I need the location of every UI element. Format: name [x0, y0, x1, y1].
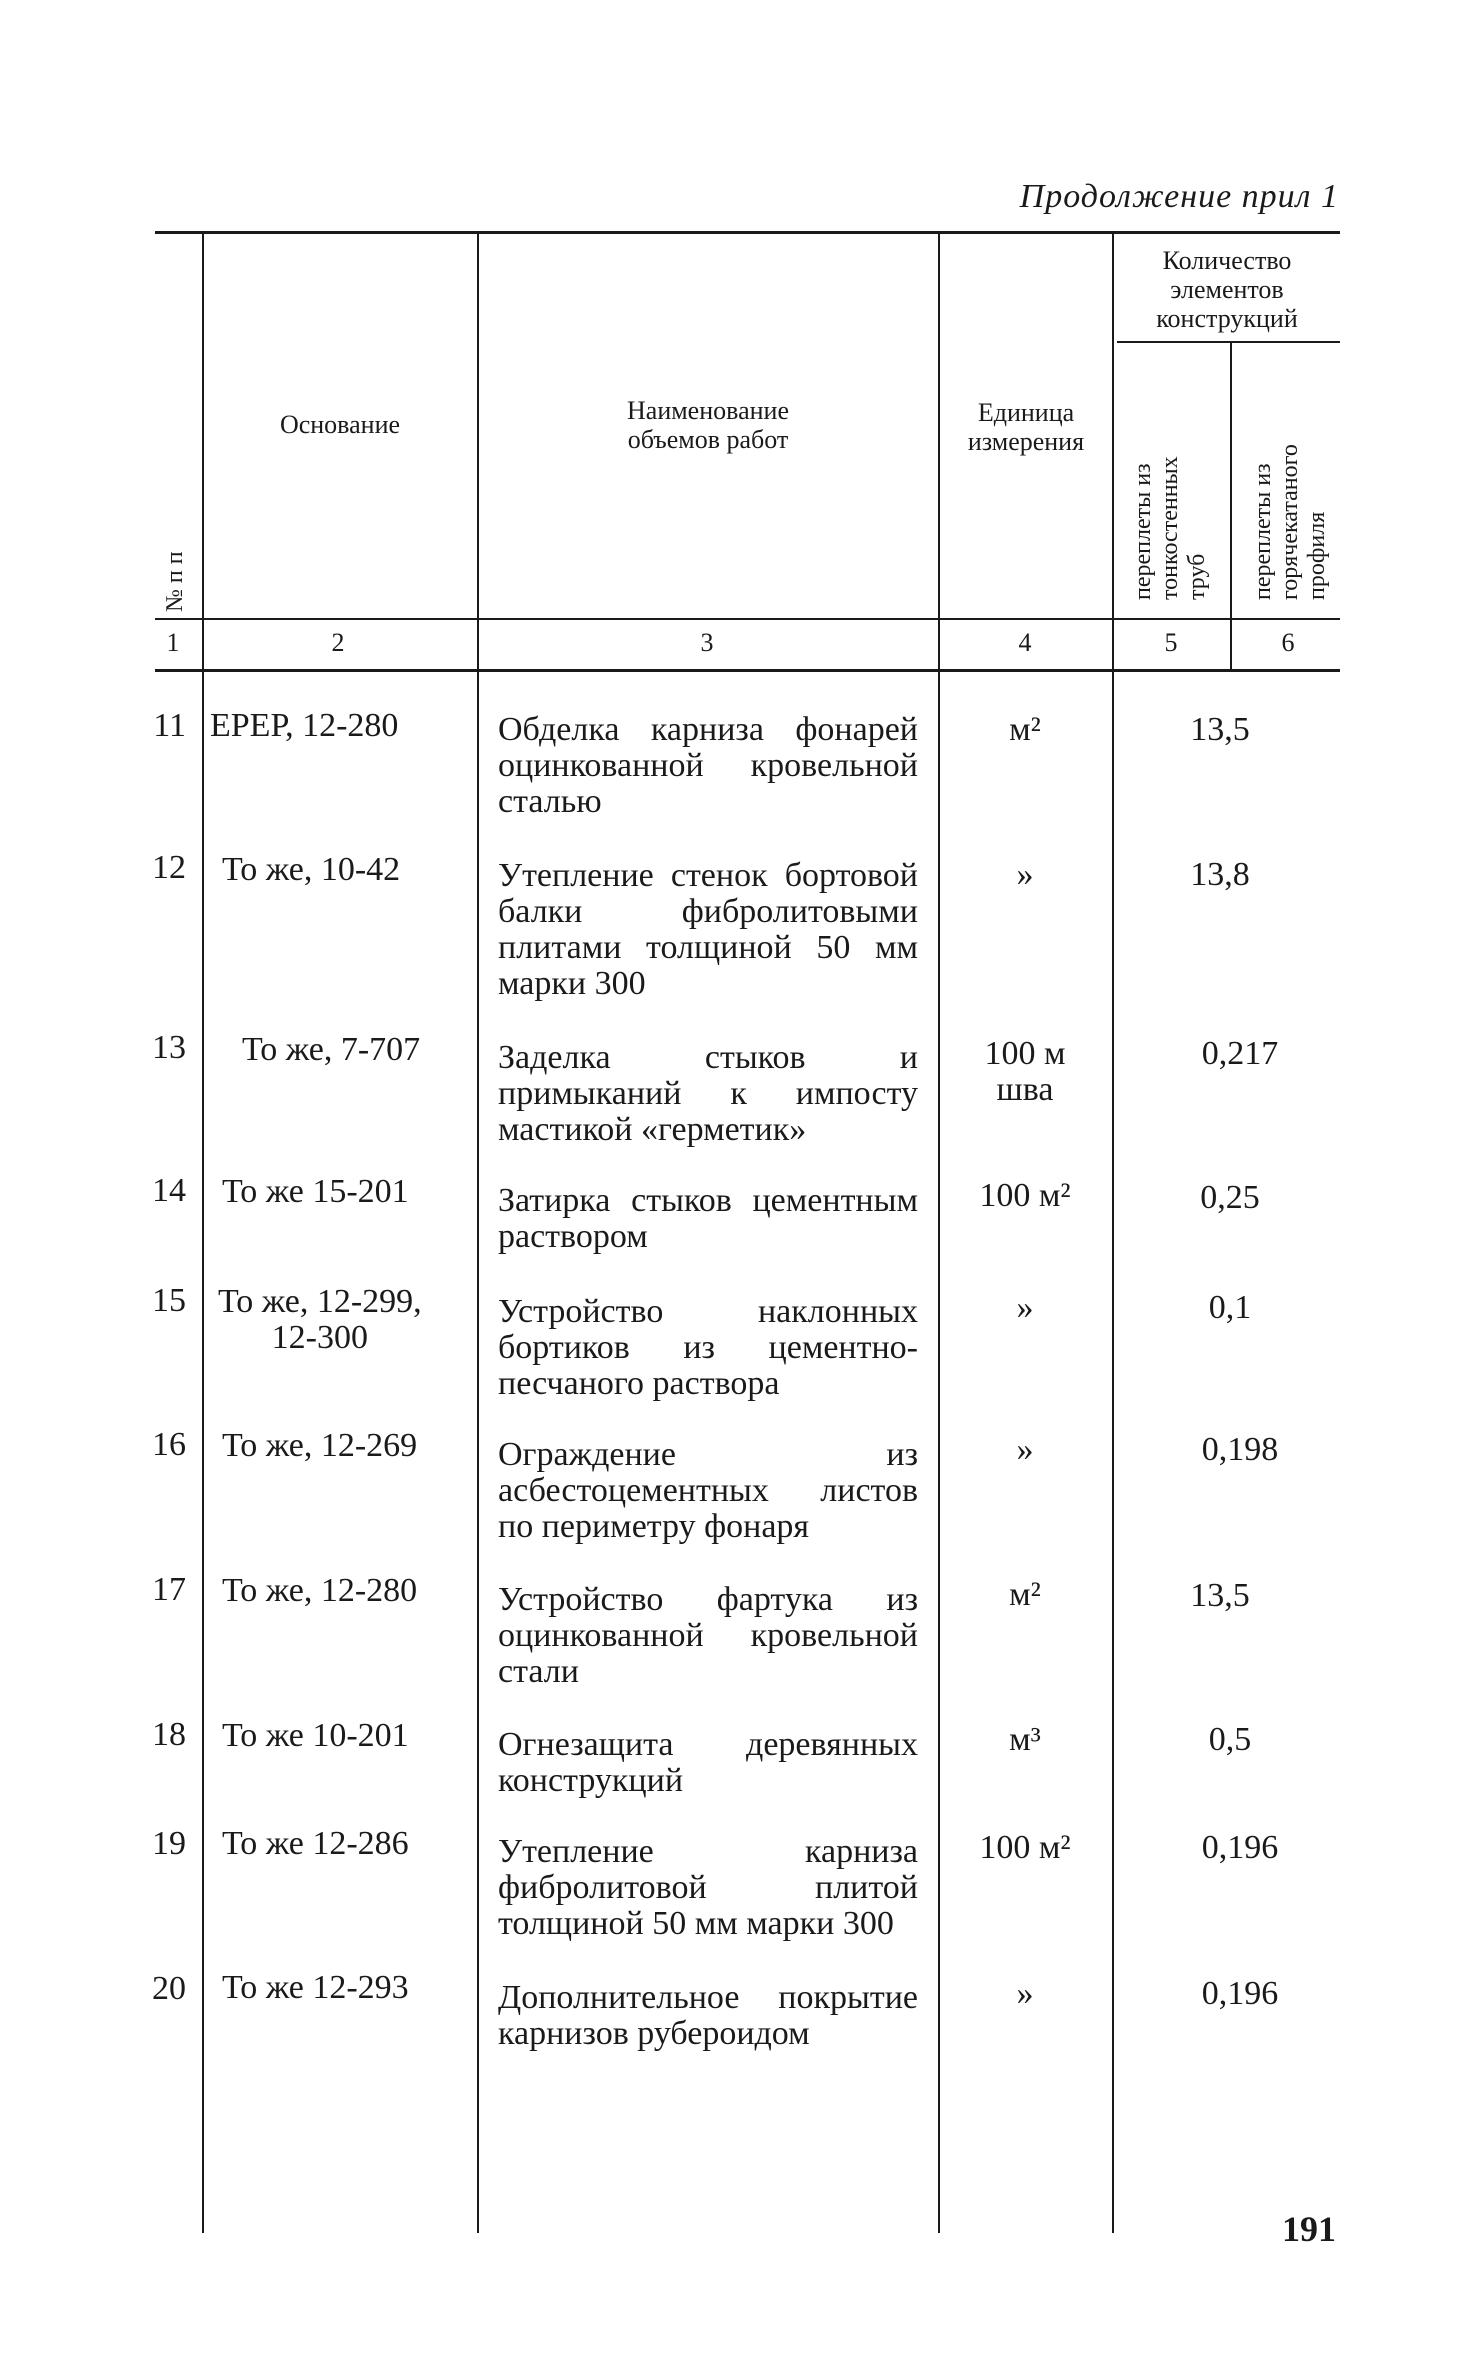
- row-unit: м³: [1009, 1721, 1041, 1758]
- header-unit-line2: измерения: [967, 427, 1085, 456]
- row-quantity: 13,5: [1190, 711, 1250, 748]
- row-unit: »: [1016, 1431, 1034, 1468]
- row-work-name: Дополнительное покрытие карнизов рубероидом: [498, 1979, 918, 2052]
- row-work-name: Утепление карниза фибролитовой плитой толщиной 50 мм марки 300: [498, 1833, 918, 1942]
- row-number: 20: [152, 1970, 186, 2007]
- row-quantity: 0,198: [1201, 1431, 1279, 1468]
- continuation-label: Продолжение прил 1: [1019, 178, 1339, 215]
- colnum-1: 1: [166, 628, 180, 657]
- row-unit: »: [1016, 1289, 1034, 1326]
- row-basis-line1: То же, 12-299,: [218, 1283, 422, 1320]
- row-number: 15: [152, 1282, 186, 1319]
- top-rule: [155, 231, 1340, 234]
- row-work-name: Обделка карниза фонарей оцинкованной кровельной сталью: [498, 711, 918, 820]
- header-sub-rule: [1117, 341, 1340, 343]
- col-divider-2: [477, 233, 479, 2233]
- row-unit: м²: [1009, 1576, 1041, 1613]
- row-quantity: 0,1: [1208, 1289, 1252, 1326]
- colnum-3: 3: [700, 628, 714, 657]
- row-unit-line2: шва: [996, 1071, 1054, 1108]
- header-group-line2: элементов: [1170, 275, 1284, 304]
- page-number: 191: [1282, 2209, 1336, 2249]
- row-basis: То же 12-286: [222, 1825, 409, 1862]
- row-quantity: 0,25: [1200, 1179, 1260, 1216]
- header-work-line2: объемов работ: [627, 425, 789, 454]
- colnum-5: 5: [1164, 628, 1178, 657]
- header-col6-line2: горячекатаного: [1277, 444, 1303, 600]
- header-thin-wall-tubes: [1130, 456, 1211, 600]
- row-quantity: 0,217: [1201, 1035, 1279, 1072]
- row-unit: 100 м²: [979, 1829, 1071, 1866]
- header-basis: [205, 410, 475, 439]
- row-unit: [950, 1036, 1100, 1108]
- row-basis: То же, 12-280: [222, 1572, 418, 1609]
- row-number: 13: [152, 1029, 186, 1066]
- row-work-name: Ограждение из асбестоцементных листов по периметру фонаря: [498, 1436, 918, 1545]
- row-quantity: 0,196: [1201, 1975, 1279, 2012]
- row-basis: [218, 1284, 422, 1356]
- header-work-line1: Наименование: [627, 396, 789, 425]
- row-basis: То же 10-201: [222, 1717, 409, 1754]
- row-quantity: 13,5: [1190, 1577, 1250, 1614]
- colnum-6: 6: [1281, 628, 1295, 657]
- header-col5-line3: труб: [1184, 553, 1210, 600]
- colnum-top-rule: [155, 618, 1340, 620]
- row-work-name: Утепление стенок бортовой балки фибролитовыми плитами толщиной 50 мм марки 300: [498, 857, 918, 1002]
- header-unit: [940, 398, 1112, 456]
- row-quantity: 13,8: [1190, 856, 1250, 893]
- row-unit: »: [1016, 1975, 1034, 2012]
- header-unit-line1: Единица: [977, 398, 1075, 427]
- row-quantity: 0,196: [1201, 1829, 1279, 1866]
- row-basis-line2: 12-300: [271, 1319, 368, 1356]
- header-group-line3: конструкций: [1156, 304, 1298, 333]
- row-basis: То же, 7-707: [242, 1031, 421, 1068]
- row-work-name: Затирка стыков цементным раствором: [498, 1182, 918, 1255]
- col-divider-5: [1230, 343, 1232, 670]
- col-divider-3: [938, 233, 940, 2233]
- row-work-name: Устройство фартука из оцинкованной кровельной стали: [498, 1581, 918, 1690]
- row-unit: м²: [1009, 711, 1041, 748]
- header-col5-line1: переплеты из: [1130, 463, 1156, 600]
- col-divider-1: [202, 233, 204, 2233]
- row-number: 19: [152, 1825, 186, 1862]
- row-unit-line1: 100 м: [984, 1035, 1066, 1072]
- colnum-bottom-rule: [155, 669, 1340, 672]
- row-basis: То же, 12-269: [222, 1427, 418, 1464]
- row-unit: »: [1016, 856, 1034, 893]
- row-basis: То же 12-293: [222, 1969, 409, 2006]
- row-number: 16: [152, 1426, 186, 1463]
- row-quantity: 0,5: [1208, 1721, 1252, 1758]
- row-basis: То же, 10-42: [222, 851, 401, 888]
- row-work-name: Заделка стыков и примыканий к импосту мастикой «герметик»: [498, 1039, 918, 1148]
- row-number: 12: [152, 849, 186, 886]
- row-basis: То же 15-201: [222, 1173, 409, 1210]
- colnum-2: 2: [331, 628, 345, 657]
- header-group-line1: Количество: [1162, 246, 1292, 275]
- row-work-name: Огнезащита деревянных конструкций: [498, 1726, 918, 1799]
- header-col5-line2: тонкостенных: [1157, 456, 1183, 600]
- header-number-text: № п п: [162, 551, 188, 612]
- header-basis-text: Основание: [279, 410, 401, 439]
- row-basis: ЕРЕР, 12-280: [210, 707, 399, 744]
- row-number: 18: [152, 1716, 186, 1753]
- row-unit: 100 м²: [979, 1177, 1071, 1214]
- header-col6-line3: профиля: [1304, 511, 1330, 600]
- row-number: 11: [153, 707, 186, 744]
- row-number: 14: [152, 1172, 186, 1209]
- header-work-name: [480, 396, 936, 454]
- col-divider-4: [1112, 233, 1114, 2233]
- header-col6-line1: переплеты из: [1250, 463, 1276, 600]
- row-work-name: Устройство наклонных бортиков из цементно-песчаного раствора: [498, 1293, 918, 1402]
- header-quantity-group: [1114, 246, 1340, 333]
- header-hot-rolled-profile: [1250, 444, 1331, 600]
- row-number: 17: [152, 1571, 186, 1608]
- header-number: [162, 551, 189, 612]
- colnum-4: 4: [1018, 628, 1032, 657]
